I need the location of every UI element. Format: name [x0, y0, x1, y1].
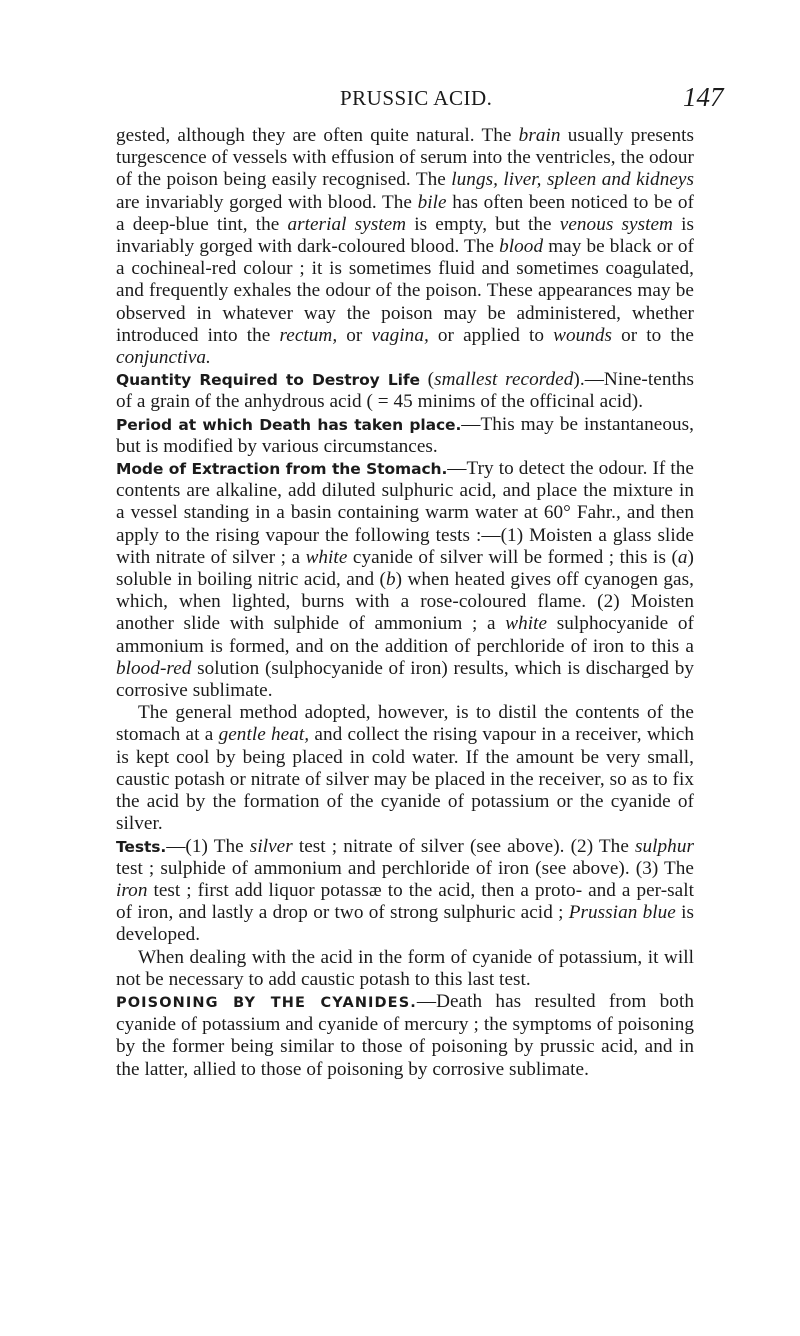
page-number: 147 [683, 82, 724, 112]
emphasis-term: conjunctiva. [116, 347, 211, 369]
section-heading: Mode of Extraction from the Stomach. [116, 460, 448, 479]
emphasis-term: iron [116, 879, 148, 901]
emphasis-term: b [385, 569, 396, 591]
paragraph-period-of-death: Period at which Death has taken place.—This may be instantaneous, but is modified by various circumstances. [116, 413, 694, 457]
paragraph-tests: Tests.—(1) The silver test ; nitrate of silver (see above). (2) The sulphur test ; sulphide of ammonium and perchloride of iron (see above). (3) The iron test ; first add liquor potassæ to the acid, then a proto- and a per-salt of iron, and lastly a drop or two of strong sulphuric acid ; Prussian blue is developed. [116, 835, 694, 946]
paragraph-general-method: The general method adopted, however, is to distil the contents of the stomach at a gentle heat, and collect the rising vapour in a receiver, which is kept cool by being placed in cold water. If the amount be very small, caustic potash or nitrate of silver may be placed in the receiver, so as to fix the acid by the formation of the cyanide of potassium or the cyanide of silver. [116, 702, 694, 835]
emphasis-term: lungs, liver, spleen and kidneys [451, 169, 694, 191]
paragraph-cyanide-note: When dealing with the acid in the form of cyanide of potassium, it will not be necessary to add caustic potash to this last test. [116, 946, 694, 990]
section-heading: Quantity Required to Destroy Life [116, 371, 420, 390]
paragraph-post-mortem-appearances: gested, although they are often quite natural. The brain usually presents turgescence of vessels with effusion of serum into the ventricles, the odour of the poison being easily recognised. The lungs, liver, spleen and kidneys are invariably gorged with blood. The bile has often been noticed to be of a deep-blue tint, the arterial system is empty, but the venous system is invariably gorged with dark-coloured blood. The blood may be black or of a cochineal-red colour ; it is sometimes fluid and sometimes coagulated, and frequently exhales the odour of the poison. These appearances may be observed in whatever way the poison may be administered, whether introduced into the rectum, or vagina, or applied to wounds or to the conjunctiva. [116, 125, 695, 369]
emphasis-term: vagina, [371, 324, 429, 346]
emphasis-term: silver [249, 835, 293, 857]
emphasis-term: white [305, 546, 348, 568]
emphasis-term: blood [499, 236, 544, 258]
emphasis-term: a [677, 546, 688, 568]
paragraph-quantity-required: Quantity Required to Destroy Life (smallest recorded).—Nine-tenths of a grain of the anhydrous acid ( = 45 minims of the officinal acid). [116, 369, 694, 413]
body-text [116, 125, 694, 1081]
section-heading: POISONING BY THE CYANIDES. [116, 994, 417, 1011]
emphasis-term: gentle heat, [218, 724, 310, 746]
paragraph-poisoning-by-cyanides: POISONING BY THE CYANIDES.—Death has resulted from both cyanide of potassium and cyanide of mercury ; the symptoms of poisoning by the former being similar to those of poisoning by prussic acid, and in the latter, allied to those of poisoning by corrosive sublimate. [116, 990, 694, 1080]
emphasis-term: wounds [553, 324, 613, 346]
section-heading: Period at which Death has taken place. [116, 415, 462, 434]
running-header [0, 84, 800, 114]
emphasis-term: blood-red [116, 657, 192, 679]
emphasis-term: white [505, 613, 548, 635]
emphasis-term: sulphur [635, 835, 694, 857]
running-title: PRUSSIC ACID. [340, 86, 493, 110]
emphasis-term: bile [417, 191, 447, 213]
emphasis-term: smallest recorded [434, 369, 574, 391]
emphasis-term: brain [518, 125, 561, 146]
emphasis-term: rectum, [279, 324, 338, 346]
paragraph-mode-of-extraction: Mode of Extraction from the Stomach.—Try to detect the odour. If the contents are alkaline, add diluted sulphuric acid, and place the mixture in a vessel standing in a basin containing warm water at 60° Fahr., and then apply to the rising vapour the following tests :—(1) Moisten a glass slide with nitrate of silver ; a white cyanide of silver will be formed ; this is (a) soluble in boiling nitric acid, and (b) when heated gives off cyanogen gas, which, when lighted, burns with a rose-coloured flame. (2) Moisten another slide with sulphide of ammonium ; a white sulphocyanide of ammonium is formed, and on the addition of perchloride of iron to this a blood-red solution (sulphocyanide of iron) results, which is discharged by corrosive sublimate. [116, 458, 694, 702]
section-heading: Tests. [116, 837, 167, 856]
emphasis-term: Prussian blue [568, 902, 676, 924]
emphasis-term: arterial system [287, 213, 407, 235]
emphasis-term: venous system [559, 213, 673, 235]
